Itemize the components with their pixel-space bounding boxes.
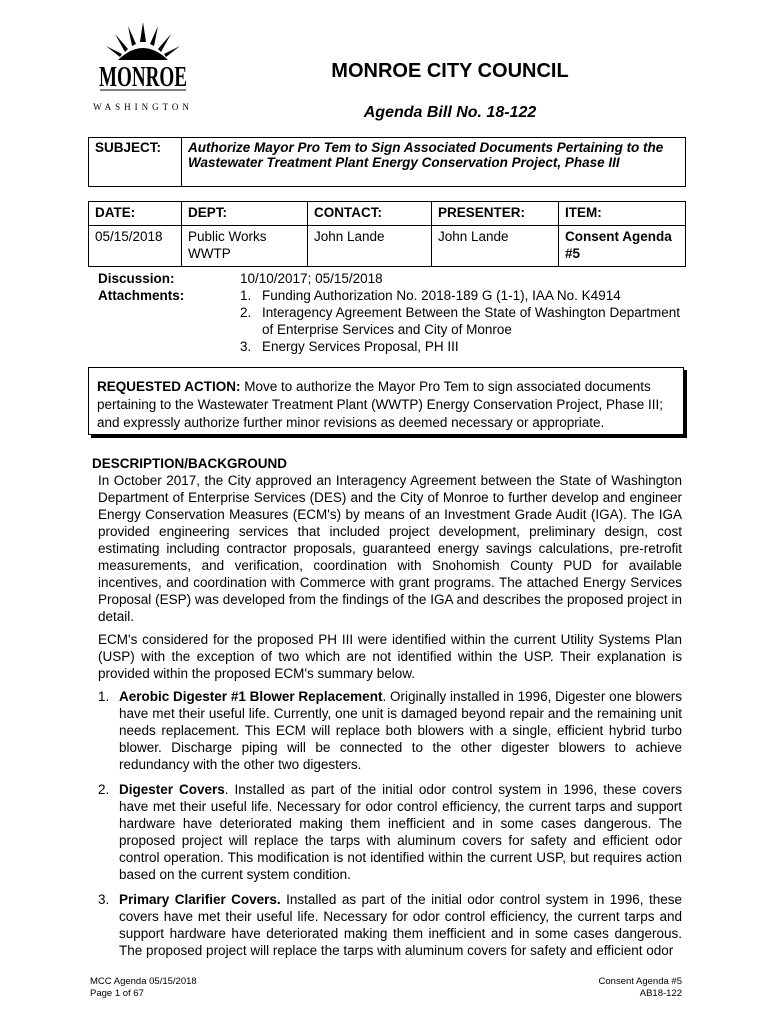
- requested-action-label: REQUESTED ACTION:: [97, 379, 241, 394]
- attachment-item: 3. Energy Services Proposal, PH III: [240, 339, 459, 354]
- monroe-logo: [88, 22, 198, 122]
- description-section: [88, 455, 682, 967]
- contact-value: John Lande: [308, 226, 432, 267]
- svg-text:MONROE: MONROE: [99, 62, 187, 93]
- footer-page-number: Page 1 of 67: [90, 988, 144, 999]
- presenter-value: John Lande: [432, 226, 559, 267]
- footer-item: Consent Agenda #5: [598, 976, 682, 987]
- ecm-item: 2. Digester Covers. Installed as part of the initial odor control system in 1996, these covers have met their useful life. Necessary for odor control efficiency, the current tarps and support hardware have deteriorated making them inefficient and in some cases dangerous. The proposed project will replace the tarps with aluminum covers for safety and efficient odor control operation. This modification is not identified within the current USP, but requires action based on the current system condition.: [98, 782, 682, 882]
- requested-action-text: Move to authorize the Mayor Pro Tem to sign associated documents pertaining to the Wastewater Treatment Plant (WWTP) Energy Conservation Project, Phase III; and expressly authorize further minor revisions as deemed necessary or appropriate.: [97, 379, 663, 430]
- subject-text: Authorize Mayor Pro Tem to Sign Associated Documents Pertaining to the Wastewater Treatment Plant Energy Conservation Project, Phase III: [182, 138, 686, 187]
- attachments-list: [240, 287, 680, 355]
- item-value: Consent Agenda #5: [559, 226, 686, 267]
- description-paragraph-1: In October 2017, the City approved an Interagency Agreement between the State of Washington Department of Enterprise Services (DES) and the City of Monroe to further develop and engineer Energy Conservation Measures (ECM's) by means of an Investment Grade Audit (IGA). The IGA provided engineering services that included project development, preliminary design, cost estimating including contractor proposals, guaranteed energy savings calculations, pre-retrofit measurements, and verification, coordination with Snohomish County PUD for available incentives, and coordination with Commerce with grant programs. The attached Energy Services Proposal (ESP) was developed from the findings of the IGA and describes the proposed project in detail.: [98, 473, 682, 624]
- item-label: ITEM:: [559, 202, 686, 226]
- footer-left: [90, 976, 197, 1000]
- contact-label: CONTACT:: [308, 202, 432, 226]
- requested-action-box: [88, 367, 684, 435]
- dept-line-1: Public Works: [188, 229, 267, 244]
- discussion-value: 10/10/2017; 05/15/2018: [240, 271, 383, 286]
- description-heading: DESCRIPTION/BACKGROUND: [92, 456, 288, 471]
- dept-line-2: WWTP: [188, 246, 231, 261]
- footer-bill-ref: AB18-122: [639, 988, 682, 999]
- date-value: 05/15/2018: [89, 226, 182, 267]
- dept-value: [182, 226, 308, 267]
- attachments-label: Attachments:: [98, 288, 185, 303]
- info-table: [88, 201, 686, 267]
- footer-agenda: MCC Agenda 05/15/2018: [90, 976, 197, 987]
- presenter-label: PRESENTER:: [432, 202, 559, 226]
- logo-subtitle: WASHINGTON: [93, 102, 193, 112]
- date-label: DATE:: [89, 202, 182, 226]
- attachment-item: 2. Interagency Agreement Between the State of Washington Department of Enterprise Services and City of Monroe: [240, 305, 680, 337]
- description-paragraph-2: ECM's considered for the proposed PH III were identified within the current Utility Systems Plan (USP) with the exception of two which are not identified within the USP. Their explanation is provided within the proposed ECM's summary below.: [98, 632, 682, 681]
- ecm-item: 3. Primary Clarifier Covers. Installed as part of the initial odor control system in 1996, these covers have met their useful life. Necessary for odor control efficiency, the current tarps and support hardware have deteriorated making them inefficient and in some cases dangerous. The proposed project will replace the tarps with aluminum covers for safety and efficient odor: [98, 892, 682, 958]
- attachment-item: 1. Funding Authorization No. 2018-189 G (1-1), IAA No. K4914: [240, 288, 621, 303]
- subject-label: SUBJECT:: [89, 138, 182, 187]
- footer-right: [530, 976, 682, 1000]
- agenda-bill-number: Agenda Bill No. 18-122: [363, 104, 537, 121]
- discussion-label: Discussion:: [98, 271, 175, 286]
- ecm-item: 1. Aerobic Digester #1 Blower Replacement. Originally installed in 1996, Digester one blowers have met their useful life. Currently, one unit is damaged beyond repair and the remaining unit needs replacement. This ECM will replace both blowers with a single, efficient hybrid turbo blower. Discharge piping will be connected to the other digester blowers to achieve redundancy with the other two digesters.: [98, 689, 683, 772]
- dept-label: DEPT:: [182, 202, 308, 226]
- subject-table: [88, 137, 686, 187]
- info-value-row: [89, 226, 686, 267]
- page-title: MONROE CITY COUNCIL: [331, 60, 569, 82]
- sun-crown-icon: [88, 22, 198, 102]
- info-header-row: [89, 202, 686, 226]
